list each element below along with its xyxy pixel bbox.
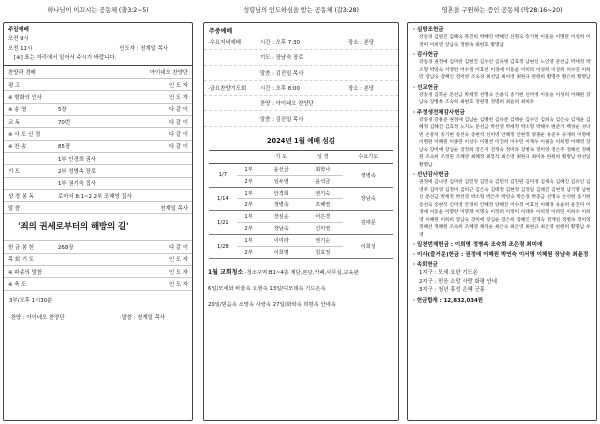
order-item-detail: 1부 권기숙 집사 xyxy=(58,181,97,188)
offering-group-names: 강송경 강용준 권정애 김남순 김병헌 김유분 김택순 김수인 김희숙 김은숙 김재윤 김혜정 김혜진 김효정 노지노 문선금 박선영 박세정 박소형 박혜수 변준기 백경순 성낙빈 손흥석 송기현 송선숙 송현석 신미영 안혜정 안현정 양종운 유준우 유재희 이명애 이병원 이혜원 이종란 이상수 이철천 이진희 이수민 이재우 이필승 이희명 이혜영 장남숙 장미애 장심순 장정희 장은지 전개숙 정미라 장병속 정미영 정은주 정혜선 정혜원 조숙희 조정원 조혜영 최혜정 최봉석 최은영 최현규 최미옥 한원희 황명남 한선임 황명남 xyxy=(419,117,591,168)
weekday-service-list xyxy=(204,35,398,127)
schedule-wednesday: 정병속 xyxy=(343,163,393,187)
schedule-reading: 조혜영 xyxy=(302,199,344,211)
order-item-label: ※ 형화의 인사 xyxy=(8,95,42,102)
column-title: 하나님이 이끄시는 공동체 (출3:2~5) xyxy=(47,7,149,14)
schedule-prayer: 이미라 xyxy=(260,235,302,247)
order-item-detail: 5장 xyxy=(58,107,67,114)
order-item-label: 성 경 봉 독 xyxy=(8,193,34,200)
worship-order-row xyxy=(4,104,192,116)
cleaning-line-2: 20일/믿음속 소망속 사랑속 27일/화락속 희평속 안네속 xyxy=(208,301,336,308)
order-item-label: ※ 사 도 신 경 xyxy=(8,132,41,139)
order-item-leader: 인 도 자 xyxy=(168,95,188,102)
cell-offering-line-2: 2지구 : 믿음 소망 사랑 화평 안네 xyxy=(419,278,498,285)
service-detail: 기도 : 장남숙 장로 xyxy=(260,55,304,62)
schedule-wednesday: 장남숙 xyxy=(343,187,393,211)
offering-group-title: · 주정생전체감사헌금 xyxy=(413,109,465,116)
offering-group xyxy=(413,251,591,259)
schedule-part: 1부 xyxy=(237,187,261,199)
offering-group-title: · 선난감사헌금 xyxy=(413,172,449,178)
order-item-label: ※ 파송의 말씀 xyxy=(8,269,42,276)
worship-order-row xyxy=(4,153,192,165)
offering-group-title: · 이사(즐거운)헌금 : 권정애 이혜원 박연숙 이서영 이혜원 장남숙 최윤정 xyxy=(413,252,589,258)
offering-group-title: · 선교헌금 xyxy=(413,84,439,91)
worship-order-row xyxy=(4,254,192,266)
order-item-label: 헌 금 봉 헌 xyxy=(8,245,34,252)
standing-note: [※] 표는 자리에서 일어서 주시기 바랍니다. xyxy=(14,54,117,61)
service-line xyxy=(204,111,398,126)
worship-order-box xyxy=(3,22,193,421)
order-item-label: 찬양과 경배 xyxy=(8,70,36,77)
offering-group-title: · 일천번제헌금 : 이희명 정병속 조숙희 조은령 최미애 xyxy=(413,242,543,248)
schedule-prayer: 윤선금 xyxy=(260,163,302,175)
offering-group-names: 권정애 김나영 김미란 김민정 김민숙 김민석 김민원 김미경 김세숙 김혜진 김유인 김영주 김미영 김정미 김희근 김은숙 김태정 김현정 김정일 김혜진 김현정 남기명 남현신 문선금 박세정 박선영 박소형 박은주 박연숙 박은경 박준금 선명숙 손석현 송기현 송선숙 송현석 신미영 안경희 안혜정 양혜진 어수정 어효선 이혜경 유윤희 윤진미 이경애 이동윤 이명란 이명재 이명숙 이정희 이정미 이태우 이희정 이희민 이희수 이희영 이혜원 이희희 장남숙 장미애 장심순 장은희 장혜인 전개숙 전계일 정병속 정미영 정혜선 정혜원 조숙희 조혜영 채석순 최은숙 최은영 최현규 최은영 한원희 황명남 우 영 xyxy=(419,180,591,238)
offering-group-names: 강송경 권정애 김미란 김현진 김수안 김유병 김효정 남현신 노인영 문선금 박세정 박소형 박연숙 서영한 어수정 어효선 이경애 이동윤 이미라 이성희 이상희 이수연 이희민 장남숙 장혜인 정미영 조숙경 최선임 최아영 최현규 한원희 황명주 황은희 황명남 xyxy=(419,60,591,80)
schedule-header-cell: 수요기도 xyxy=(343,150,393,163)
worship-order-row xyxy=(4,278,192,290)
worship-order-list xyxy=(4,66,192,214)
offering-group xyxy=(413,171,591,239)
offering-group-names: 강송경 김원진 김혜숙 목진희 박혜린 박혜인 선명숙 송기현 이동윤 이명란 이성희 이정미 이희영 장남숙 정병속 최헌호 황명남 xyxy=(419,35,591,48)
worship-order-row xyxy=(4,91,192,103)
offering-group xyxy=(413,241,591,249)
service-time-second: 오전 11시 xyxy=(8,45,33,52)
schedule-header-cell xyxy=(237,150,261,163)
service-detail: 찬양 : 아이네오 찬양단 xyxy=(260,101,314,108)
schedule-reading: 최학나 xyxy=(302,163,344,175)
service-detail: 말씀 : 김진일 목사 xyxy=(260,116,304,123)
schedule-date: 1/28 xyxy=(209,235,237,259)
order-item-leader: 천계일 목사 xyxy=(160,205,188,212)
schedule-part: 1부 xyxy=(237,211,261,223)
schedule-prayer: 정병속 xyxy=(260,199,302,211)
order-item-label: 평 고 xyxy=(8,82,21,89)
schedule-prayer: 임두영 xyxy=(260,175,302,187)
offering-box xyxy=(407,22,597,421)
third-service-time: 3부/오후 1시30분 xyxy=(9,297,53,304)
schedule-prayer: 안경희 xyxy=(260,187,302,199)
service-line xyxy=(204,96,398,111)
schedule-part: 2부 xyxy=(237,223,261,235)
worship-order-row xyxy=(4,128,192,140)
order-item-label: 목 회 기 도 xyxy=(8,257,34,264)
order-item-leader: 인 도 자 xyxy=(168,82,188,89)
service-leader: 인도자 : 천계일 목사 xyxy=(119,45,168,52)
offering-group xyxy=(413,109,591,170)
schedule-reading: 어은경 xyxy=(302,211,344,223)
service-place: 장소 : 본당 xyxy=(348,40,375,47)
weekday-worship-column xyxy=(203,0,399,421)
order-item-label: ※ 찬 송 xyxy=(8,144,27,151)
schedule-prayer: 장남숙 xyxy=(260,223,302,235)
weekday-worship-box xyxy=(203,22,399,421)
offering-column xyxy=(407,0,597,421)
service-line xyxy=(204,81,398,96)
schedule-date: 1/21 xyxy=(209,211,237,235)
worship-order-row xyxy=(4,141,192,153)
column-title: 영혼을 구원하는 증인 공동체 (막28:16~20) xyxy=(441,7,563,14)
cleaning-area: ·청소구역:B1~4층 계단,본당,카페,사무실,교육관 xyxy=(244,269,359,276)
worship-order-list-2 xyxy=(4,241,192,290)
worship-order-row xyxy=(4,178,192,190)
order-item-leader: 다 같 이 xyxy=(168,132,188,139)
offering-group-title: · 감사헌금 xyxy=(413,52,439,58)
schedule-wednesday: 김태문 xyxy=(343,211,393,235)
worship-order-row xyxy=(4,266,192,278)
service-line xyxy=(204,66,398,81)
schedule-part: 2부 xyxy=(237,199,261,211)
column-title: 성령님의 인도하심을 받는 공동체 (갈3:28) xyxy=(243,7,359,14)
order-item-label: 기 도 xyxy=(8,168,21,175)
schedule-reading: 윤석금 xyxy=(302,175,344,187)
worship-order-row xyxy=(4,116,192,128)
offering-group-names: 강송경 김복순 문선금 박세정 선명숙 손용식 송기현 신미영 이동윤 이성희 이혜원 장남숙 장병옥 조숙희 최현호 정원정 정명희 최윤희 최희우 xyxy=(419,92,591,105)
service-detail: 시간 : 오후 8:00 xyxy=(260,86,300,93)
schedule-header-cell: 기 도 xyxy=(260,150,302,163)
service-place: 장소 : 본당 xyxy=(348,86,375,93)
order-item-label: 교 독 xyxy=(8,119,21,126)
schedule-reading: 신미영 xyxy=(302,223,344,235)
offering-group-title: · 심방조헌금 xyxy=(413,27,444,33)
worship-order-row xyxy=(4,190,192,202)
schedule-prayer: 이희명 xyxy=(260,247,302,259)
schedule-row xyxy=(209,211,393,223)
cleaning-schedule xyxy=(204,267,398,308)
service-line xyxy=(204,50,398,65)
offering-group xyxy=(413,51,591,82)
schedule-header-cell: 성 경 xyxy=(302,150,344,163)
schedule-date: 1/7 xyxy=(209,163,237,187)
order-item-leader: 다 같 이 xyxy=(168,144,188,151)
worship-order-row xyxy=(4,165,192,177)
order-item-leader: 다 같 이 xyxy=(168,119,188,126)
service-label: ·금요찬양기도회 xyxy=(208,86,247,93)
service-time-first: 오전 9시 xyxy=(8,36,29,43)
schedule-reading: 권기숙 xyxy=(302,187,344,199)
weekday-worship-heading: 주중예배 xyxy=(209,28,233,35)
schedule-part: 2부 xyxy=(237,247,261,259)
schedule-row xyxy=(209,163,393,175)
schedule-part: 2부 xyxy=(237,175,261,187)
cell-offering-title: · 속회헌금 xyxy=(413,262,438,268)
third-service-praise: ·찬양 : 아이네오 찬양단 xyxy=(9,314,65,321)
order-item-leader: 다 같 이 xyxy=(168,245,188,252)
worship-order-row xyxy=(4,202,192,214)
worship-order-column xyxy=(3,0,193,421)
cell-offering-line-3: 3지구 : 청년 홍성 은혜 군홍 xyxy=(419,287,485,294)
order-item-label: ※ 축 도 xyxy=(8,281,27,288)
order-item-detail: 85장 xyxy=(58,144,71,151)
schedule-prayer: 장심순 xyxy=(260,211,302,223)
order-item-leader: 다 같 이 xyxy=(168,107,188,114)
worship-order-row xyxy=(4,79,192,91)
cleaning-title: 1월 교회청소 xyxy=(208,268,244,276)
order-item-leader: 인 도 자 xyxy=(168,257,188,264)
service-label: ·수요저녁예배 xyxy=(208,40,241,47)
offering-group xyxy=(413,84,591,107)
schedule-part: 1부 xyxy=(237,163,261,175)
order-item-leader: 인 도 자 xyxy=(168,269,188,276)
service-line xyxy=(204,35,398,50)
schedule-row xyxy=(209,187,393,199)
service-detail: 말씀 : 김진일 목사 xyxy=(260,70,304,77)
schedule-title: 2024년 1월 예배 섬김 xyxy=(266,136,336,145)
schedule-row xyxy=(209,235,393,247)
cell-offering-line-1: 1지구 : 모세 요한 기드온 xyxy=(419,270,478,277)
sunday-worship-label: 주일예배 xyxy=(8,27,29,33)
schedule-table xyxy=(209,150,393,259)
order-item-leader: 아이네오 찬양단 xyxy=(149,70,188,77)
order-item-label: 말 씀 xyxy=(8,205,21,212)
third-service-sermon: ·말씀 : 천계일 목사 xyxy=(119,314,165,321)
order-item-detail: 로마서 8:1~2 2부 조혜영 집사 xyxy=(58,193,132,200)
order-item-label: ※ 송 영 xyxy=(8,107,27,114)
order-item-detail: 1부 안경희 권사 xyxy=(58,156,97,163)
order-item-detail: 70번 xyxy=(58,119,71,126)
offering-total: · 헌금합계 : 12,832,034원 xyxy=(413,297,483,304)
order-item-detail: 2부 정병속 장로 xyxy=(58,168,97,175)
offering-list xyxy=(413,26,591,259)
worship-order-row xyxy=(4,241,192,253)
cleaning-line-1: 6일/모세와 바울속 오현속 13일/디모데속 기드온속 xyxy=(208,285,326,292)
sermon-title: '죄의 권세로부터의 해방의 길' xyxy=(4,214,192,241)
service-detail: 시간 : 오후 7:30 xyxy=(260,40,300,47)
order-item-detail: 268장 xyxy=(58,245,74,252)
worship-order-row xyxy=(4,66,192,79)
schedule-reading: 김효정 xyxy=(302,247,344,259)
order-item-leader: 인 도 자 xyxy=(168,281,188,288)
schedule-reading: 권기순 xyxy=(302,235,344,247)
offering-group xyxy=(413,26,591,49)
schedule-date: 1/14 xyxy=(209,187,237,211)
schedule-header-cell xyxy=(209,150,237,163)
schedule-wednesday: 이희성 xyxy=(343,235,393,259)
schedule-part: 1부 xyxy=(237,235,261,247)
